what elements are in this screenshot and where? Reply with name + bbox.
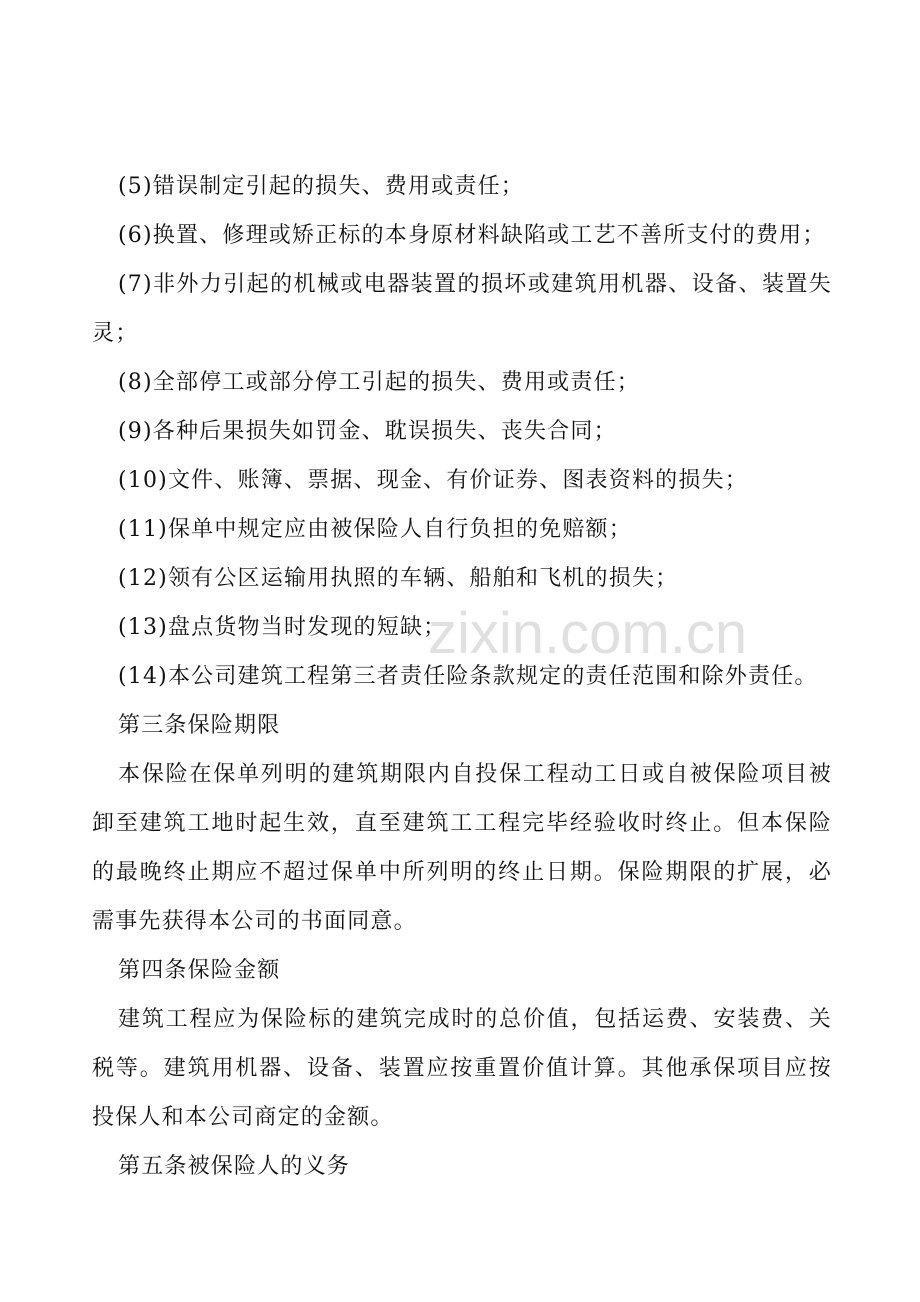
article-4-paragraph: 建筑工程应为保险标的建筑完成时的总价值，包括运费、安装费、关税等。建筑用机器、设备、装置应按重置价值计算。其他承保项目应按投保人和本公司商定的金额。 <box>92 1007 832 1130</box>
article-3-paragraph: 本保险在保单列明的建筑期限内自投保工程动工日或自被保险项目被卸至建筑工地时起生效，直至建筑工工程完毕经验收时终止。但本保险的最晚终止期应不超过保单中所列明的终止日期。保险期限的扩展，必需事先获得本公司的书面同意。 <box>92 762 832 934</box>
exclusion-item-14: (14)本公司建筑工程第三者责任险条款规定的责任范围和除外责任。 <box>118 664 818 689</box>
exclusion-item-6: (6)换置、修理或矫正标的本身原材料缺陷或工艺不善所支付的费用； <box>118 223 826 248</box>
article-5-heading: 第五条被保险人的义务 <box>118 1154 351 1179</box>
exclusion-item-9: (9)各种后果损失如罚金、耽误损失、丧失合同； <box>118 419 617 444</box>
exclusion-item-10: (10)文件、账簿、票据、现金、有价证券、图表资料的损失； <box>118 468 748 493</box>
exclusion-item-12: (12)领有公区运输用执照的车辆、船舶和飞机的损失； <box>118 566 679 591</box>
exclusion-item-11: (11)保单中规定应由被保险人自行负担的免赔额； <box>118 517 632 542</box>
exclusion-item-8: (8)全部停工或部分停工引起的损失、费用或责任； <box>118 370 640 395</box>
article-4-heading: 第四条保险金额 <box>118 958 281 983</box>
exclusion-item-13: (13)盘点货物当时发现的短缺； <box>118 615 447 640</box>
article-3-heading: 第三条保险期限 <box>118 713 281 738</box>
exclusion-item-7: (7)非外力引起的机械或电器装置的损坏或建筑用机器、设备、装置失灵； <box>92 272 832 346</box>
watermark-logo: zixin.com.cn <box>428 601 748 666</box>
document-body <box>92 162 832 1191</box>
exclusion-item-5: (5)错误制定引起的损失、费用或责任； <box>118 174 524 199</box>
